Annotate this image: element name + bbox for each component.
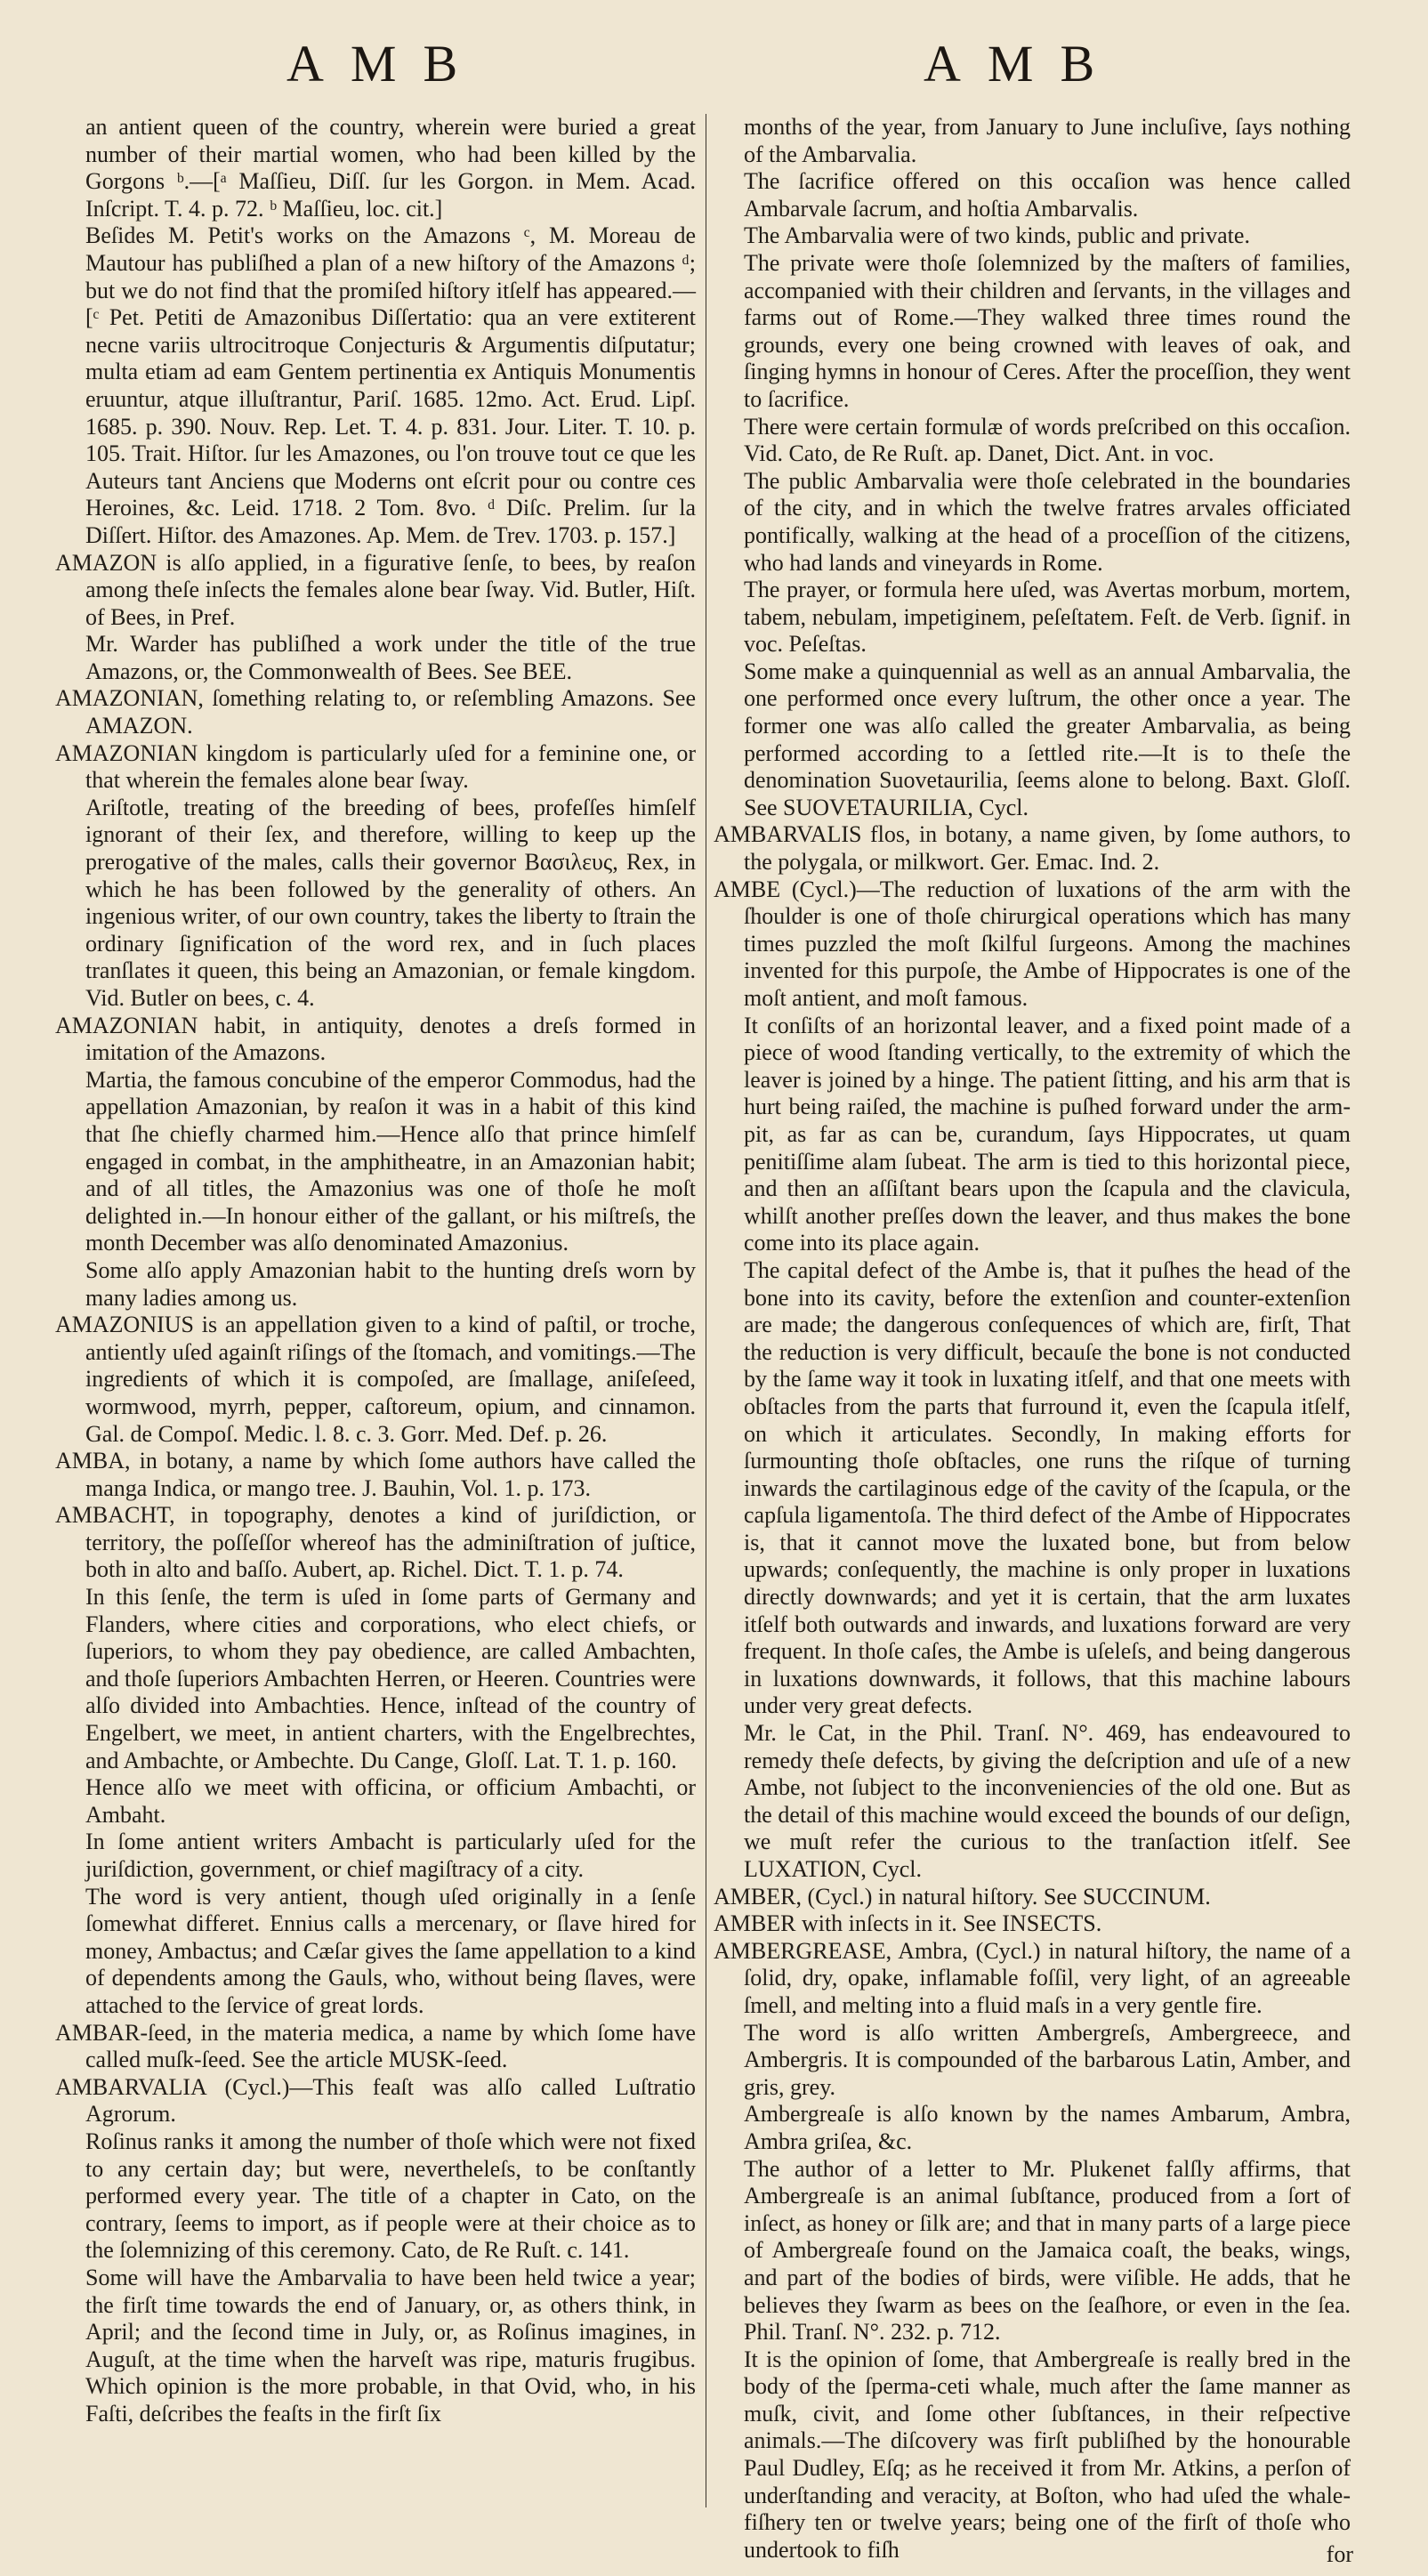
entry-ambarvalis: AMBARVALIS flos, in botany, a name given, by ſome authors, to the polygala, or milkwort. Ger. Emac. Ind. 2. xyxy=(714,821,1351,876)
paragraph: In this ſenſe, the term is uſed in ſome parts of Germany and Flanders, where cities and corporations, who elect chiefs, or ſuperiors, to whom they pay obedience, are called Ambachten, and thoſe ſuperiors Ambachten Herren, or Heeren. Countries were alſo divided into Ambachties. Hence, inſtead of the country of Engelbert, we meet, in antient charters, with the Engelbrechtes, and Ambachte, or Ambechte. Du Cange, Gloſſ. Lat. T. 1. p. 160. xyxy=(85,1584,696,1773)
paragraph: The public Ambarvalia were thoſe celebrated in the boundaries of the city, and in which the twelve fratres arvales officiated pontifically, walking at the head of a proceſſion of the citizens, who had lands and vineyards in Rome. xyxy=(744,467,1351,576)
paragraph: Some alſo apply Amazonian habit to the hunting dreſs worn by many ladies among us. xyxy=(85,1256,696,1311)
paragraph: The word is alſo written Ambergreſs, Ambergreece, and Ambergris. It is compounded of the barbarous Latin, Amber, and gris, grey. xyxy=(744,2019,1351,2100)
paragraph: The word is very antient, though uſed originally in a ſenſe ſomewhat differet. Ennius calls a mercenary, or ſlave hired for money, Ambactus; and Cæſar gives the ſame appellation to a kind of dependents among the Gauls, who, without being ſlaves, were attached to the ſervice of great lords. xyxy=(85,1883,696,2018)
paragraph: The Ambarvalia were of two kinds, public and private. xyxy=(744,222,1250,249)
paragraph: Ariſtotle, treating of the breeding of bees, profeſſes himſelf ignorant of their ſex, and therefore, willing to keep up the prerogative of the males, calls their governor Βασιλευς, Rex, in which he has been followed by the generality of others. An ingenious writer, of our own country, takes the liberty to ſtrain the ordinary ſignification of the word rex, and in ſuch places tranſlates it queen, this being an Amazonian, or female kingdom. Vid. Butler on bees, c. 4. xyxy=(85,794,696,1011)
paragraph: The ſacrifice offered on this occaſion was hence called Ambarvale ſacrum, and hoſtia Ambarvalis. xyxy=(744,168,1351,222)
entry-amazonian: AMAZONIAN, ſomething relating to, or reſembling Amazons. See AMAZON. xyxy=(55,685,696,739)
paragraph: Beſides M. Petit's works on the Amazons ᶜ, M. Moreau de Mautour has publiſhed a plan of a new hiſtory of the Amazons ᵈ; but we do not find that the promiſed hiſtory itſelf has appeared.—[ᶜ Pet. Petiti de Amazonibus Diſſertatio: qua an vere extiterent necne variis ultrocitroque Conjecturis & Argumentis diſputatur; multa etiam ad eam Gentem pertinentia ex Antiquis Monumentis eruuntur, atque illuſtrantur, Pariſ. 1685. 12mo. Act. Erud. Lipſ. 1685. p. 390. Nouv. Rep. Let. T. 4. p. 831. Jour. Liter. T. 10. p. 105. Trait. Hiſtor. ſur les Amazones, ou l'on trouve tout ce que les Auteurs tant Anciens que Moderns ont eſcrit pour ou contre ces Heroines, &c. Leid. 1718. 2 Tom. 8vo. ᵈ Diſc. Prelim. ſur la Diſſert. Hiſtor. des Amazones. Ap. Mem. de Trev. 1703. p. 157.] xyxy=(85,222,696,548)
entry-amazon-bees: AMAZON is alſo applied, in a figurative ſenſe, to bees, by reaſon among theſe inſects the females alone bear ſway. Vid. Butler, Hiſt. of Bees, in Pref. xyxy=(55,549,696,630)
paragraph: Mr. le Cat, in the Phil. Tranſ. N°. 469, has endeavoured to remedy theſe defects, by giving the deſcription and uſe of a new Ambe, not ſubject to the inconveniencies of the old one. But as the detail of this machine would exceed the bounds of our deſign, we muſt refer the curious to the tranſaction itſelf. See LUXATION, Cycl. xyxy=(744,1720,1351,1882)
paragraph: Hence alſo we meet with officina, or officium Ambachti, or Ambaht. xyxy=(85,1774,696,1828)
entry-ambe: AMBE (Cycl.)—The reduction of luxations of the arm with the ſhoulder is one of thoſe chirurgical operations which has many times puzzled the moſt ſkilful ſurgeons. Among the machines invented for this purpoſe, the Ambe of Hippocrates is one of the moſt antient, and moſt famous. xyxy=(714,876,1351,1011)
paragraph: The capital defect of the Ambe is, that it puſhes the head of the bone into its cavity, before the extenſion and counter-extenſion are made; the dangerous conſequences of which are, firſt, That the reduction is very difficult, becauſe the bone is not conducted by the ſame way it took in luxating itſelf, and that one meets with obſtacles from the parts that furround it, even the ſcapula itſelf, on which it articulates. Secondly, In making efforts for ſurmounting thoſe obſtacles, one runs the riſque of turning inwards the cartilaginous edge of the cavity of the ſcapula, or the capſula ligamentoſa. The third defect of the Ambe of Hippocrates is, that it cannot move the luxated bone, but from below upwards; conſequently, the machine is only proper in luxations directly downwards; and yet it is certain, that the arm luxates itſelf both outwards and inwards, and luxations forward are very frequent. In thoſe caſes, the Ambe is uſeleſs, and being dangerous in luxations downwards, it follows, that this machine labours under very great defects. xyxy=(744,1256,1351,1719)
entry-ambergrease: AMBERGREASE, Ambra, (Cycl.) in natural hiſtory, the name of a ſolid, dry, opake, inflamable foſſil, very light, of an agreeable ſmell, and melting into a fluid maſs in a very gentle fire. xyxy=(714,1937,1351,2018)
paragraph: an antient queen of the country, wherein were buried a great number of their martial women, who had been killed by the Gorgons ᵇ.—[ᵃ Maſſieu, Diſſ. ſur les Gorgon. in Mem. Acad. Inſcript. T. 4. p. 72. ᵇ Maſſieu, loc. cit.] xyxy=(85,114,696,222)
paragraph: Some make a quinquennial as well as an annual Ambarvalia, the one performed once every luſtrum, the other once a year. The former one was alſo called the greater Ambarvalia, as being performed according to a ſettled rite.—It is to theſe the denomination Suovetaurilia, ſeems alone to belong. Baxt. Gloſſ. See SUOVETAURILIA, Cycl. xyxy=(744,658,1351,820)
paragraph: Ambergreaſe is alſo known by the names Ambarum, Ambra, Ambra griſea, &c. xyxy=(744,2101,1351,2154)
paragraph: Martia, the famous concubine of the emperor Commodus, had the appellation Amazonian, by reaſon it was in a habit of this kind that ſhe chiefly charmed him.—Hence alſo that prince himſelf engaged in combat, in the amphitheatre, in an Amazonian habit; and of all titles, the Amazonius was one of thoſe he moſt delighted in.—In honour either of the gallant, or his miſtreſs, the month December was alſo denominated Amazonius. xyxy=(85,1066,696,1256)
entry-amber: AMBER, (Cycl.) in natural hiſtory. See SUCCINUM. xyxy=(714,1883,1211,1910)
running-head-right: AMB xyxy=(924,35,1122,93)
paragraph: Mr. Warder has publiſhed a work under the title of the true Amazons, or, the Commonwealth of Bees. See BEE. xyxy=(85,631,696,684)
paragraph: The author of a letter to Mr. Plukenet falſly affirms, that Ambergreaſe is an animal ſubſtance, produced from a ſort of inſect, as honey or ſilk are; and that in many parts of a large piece of Ambergreaſe found on the Jamaica coaſt, the beaks, wings, and part of the bodies of birds, were viſible. He adds, that he believes they ſwarm as bees on the ſeaſhore, or even in the ſea. Phil. Tranſ. N°. 232. p. 712. xyxy=(744,2155,1351,2346)
entry-ambarvalia: AMBARVALIA (Cycl.)—This feaſt was alſo called Luſtratio Agrorum. xyxy=(55,2073,696,2128)
paragraph: There were certain formulæ of words preſcribed on this occaſion. Vid. Cato, de Re Ruſt. ap. Danet, Dict. Ant. in voc. xyxy=(744,413,1351,467)
entry-amazonian-habit: AMAZONIAN habit, in antiquity, denotes a dreſs formed in imitation of the Amazons. xyxy=(55,1012,696,1066)
paragraph: The prayer, or formula here uſed, was Avertas morbum, mortem, tabem, nebulam, impetiginem, peſeſtatem. Feſt. de Verb. ſignif. in voc. Peſeſtas. xyxy=(744,577,1351,658)
paragraph: Roſinus ranks it among the number of thoſe which were not fixed to any certain day; but were, nevertheleſs, to be conſtantly performed every year. The title of a chapter in Cato, on the contrary, ſeems to import, as if people were at their choice as to the ſolemnizing of this ceremony. Cato, de Re Ruſt. c. 141. xyxy=(85,2128,696,2264)
entry-amazonius: AMAZONIUS is an appellation given to a kind of paſtil, or troche, antiently uſed againſt riſings of the ſtomach, and vomitings.—The ingredients of which it is compoſed, are ſmallage, aniſeſeed, wormwood, myrrh, pepper, caſtoreum, opium, and cinnamon. Gal. de Compoſ. Medic. l. 8. c. 3. Gorr. Med. Def. p. 26. xyxy=(55,1312,696,1447)
paragraph: In ſome antient writers Ambacht is particularly uſed for the juriſdiction, government, or chief magiſtracy of a city. xyxy=(85,1829,696,1882)
paragraph: months of the year, from January to June incluſive, ſays nothing of the Ambarvalia. xyxy=(744,114,1351,167)
paragraph: It is the opinion of ſome, that Ambergreaſe is really bred in the body of the ſperma-ceti whale, much after the ſame manner as muſk, civit, and ſome other ſubſtances, in their reſpective animals.—The diſcovery was firſt publiſhed by the honourable Paul Dudley, Eſq; as he received it from Mr. Atkins, a perſon of underſtanding and veracity, at Boſton, who had uſed the whale-fiſhery ten or twelve years; being one of the firſt of thoſe who undertook to fiſh xyxy=(744,2346,1351,2563)
paragraph: Some will have the Ambarvalia to have been held twice a year; the firſt time towards the end of January, or, as others think, in April; and the ſecond time in July, or, as Roſinus imagines, in Auguſt, at the time when the harveſt was ripe, maturis frugibus. Which opinion is the more probable, in that Ovid, who, in his Faſti, deſcribes the feaſts in the firſt ſix xyxy=(85,2264,696,2427)
right-column xyxy=(714,114,1351,2563)
entry-ambar-seed: AMBAR-ſeed, in the materia medica, a name by which ſome have called muſk-ſeed. See the article MUSK-ſeed. xyxy=(55,2019,696,2073)
paragraph: It conſiſts of an horizontal leaver, and a fixed point made of a piece of wood ſtanding vertically, to the extremity of which the leaver is joined by a hinge. The patient ſitting, and his arm that is hurt being raiſed, the machine is puſhed forward under the arm-pit, as far as can be, curandum, ſays Hippocrates, ut quam penitiſſime alam ſubeat. The arm is tied to this horizontal piece, and then an aſſiſtant bears upon the ſcapula and the clavicula, whilſt another preſſes down the leaver, and thus makes the bone come into its place again. xyxy=(744,1012,1351,1256)
paragraph: The private were thoſe ſolemnized by the maſters of families, accompanied with their children and ſervants, in the villages and farms out of Rome.—They walked three times round the grounds, every one being crowned with leaves of oak, and ſinging hymns in honour of Ceres. After the proceſſion, they went to ſacrifice. xyxy=(744,249,1351,412)
catchword: for xyxy=(1326,2541,1353,2567)
entry-amba: AMBA, in botany, a name by which ſome authors have called the manga Indica, or mango tree. J. Bauhin, Vol. 1. p. 173. xyxy=(55,1448,696,1501)
left-column xyxy=(55,114,696,2534)
entry-amber-insects: AMBER with inſects in it. See INSECTS. xyxy=(714,1910,1102,1937)
running-head-left: AMB xyxy=(286,35,485,93)
entry-amazonian-kingdom: AMAZONIAN kingdom is particularly uſed for a feminine one, or that wherein the females alone bear ſway. xyxy=(55,739,696,794)
entry-ambacht: AMBACHT, in topography, denotes a kind of juriſdiction, or territory, the poſſeſſor whereof has the adminiſtration of juſtice, both in alto and baſſo. Aubert, ap. Richel. Dict. T. 1. p. 74. xyxy=(55,1502,696,1583)
